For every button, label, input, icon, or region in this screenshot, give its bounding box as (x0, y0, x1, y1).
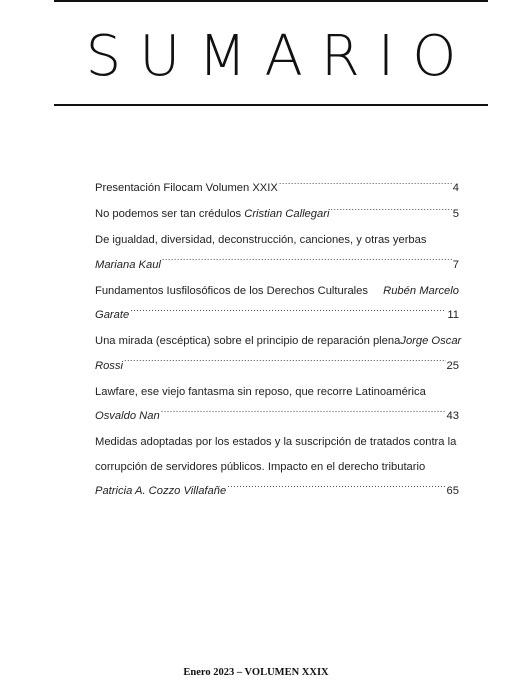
toc-page-number: 4 (452, 182, 459, 194)
dot-leader (330, 206, 451, 217)
toc-entry-author: Mariana Kaul (95, 258, 161, 271)
top-rule (54, 0, 488, 2)
page-footer: Enero 2023 – VOLUMEN XXIX (183, 667, 329, 678)
toc-page-number: 65 (446, 485, 459, 497)
toc-entry-title: De igualdad, diversidad, deconstrucción, canciones, y otras yerbas (95, 234, 427, 246)
toc-entry-author: Rubén Marcelo (383, 284, 459, 297)
title-rule (54, 104, 488, 106)
toc-entry[interactable] (95, 279, 459, 328)
toc-entry[interactable] (95, 329, 462, 378)
toc-page-number: 43 (446, 410, 459, 422)
toc-entry-author: Cristian Callegari (244, 208, 330, 220)
toc-entry-title: Presentación Filocam Volumen XXIX (95, 182, 278, 194)
dot-leader (124, 357, 446, 368)
dot-leader (161, 408, 446, 419)
page-title: SUMARIO (85, 24, 475, 89)
toc-entry[interactable] (95, 228, 459, 277)
toc-entry-title: Lawfare, ese viejo fantasma sin reposo, que recorre Latinoamérica (95, 385, 426, 398)
toc-entry-author: Osvaldo Nan (95, 410, 160, 422)
toc-page-number: 7 (452, 258, 459, 271)
toc-entry-title: Fundamentos Iusfilosóficos de los Derechos Culturales (95, 284, 368, 297)
toc-entry-title: Una mirada (escéptica) sobre el principio de reparación plena (95, 335, 401, 347)
toc-entry-title-cont: corrupción de servidores públicos. Impacto en el derecho tributario (95, 460, 426, 473)
toc-entry[interactable] (95, 176, 459, 201)
toc-entry-title: No podemos ser tan crédulos (95, 208, 242, 220)
dot-leader (227, 483, 445, 494)
toc-entry-author-cont: Rossi (95, 359, 123, 372)
dot-leader (279, 180, 452, 191)
toc-entry-author: Jorge Oscar (400, 335, 462, 347)
toc-entry-author: Patricia A. Cozzo Villafañe (95, 485, 227, 497)
toc-entry[interactable] (95, 202, 459, 227)
toc-entry[interactable] (95, 430, 459, 504)
toc-page-number: 25 (446, 359, 459, 372)
toc-entry-author-cont: Garate (95, 309, 130, 321)
toc-entry-title: Medidas adoptadas por los estados y la suscripción de tratados contra la (95, 436, 457, 448)
toc-page-number: 5 (452, 208, 459, 220)
toc-page-number: 11 (447, 309, 459, 321)
toc-entry[interactable] (95, 380, 459, 429)
table-of-contents (95, 176, 462, 504)
dot-leader (162, 256, 452, 267)
dot-leader (130, 307, 446, 318)
